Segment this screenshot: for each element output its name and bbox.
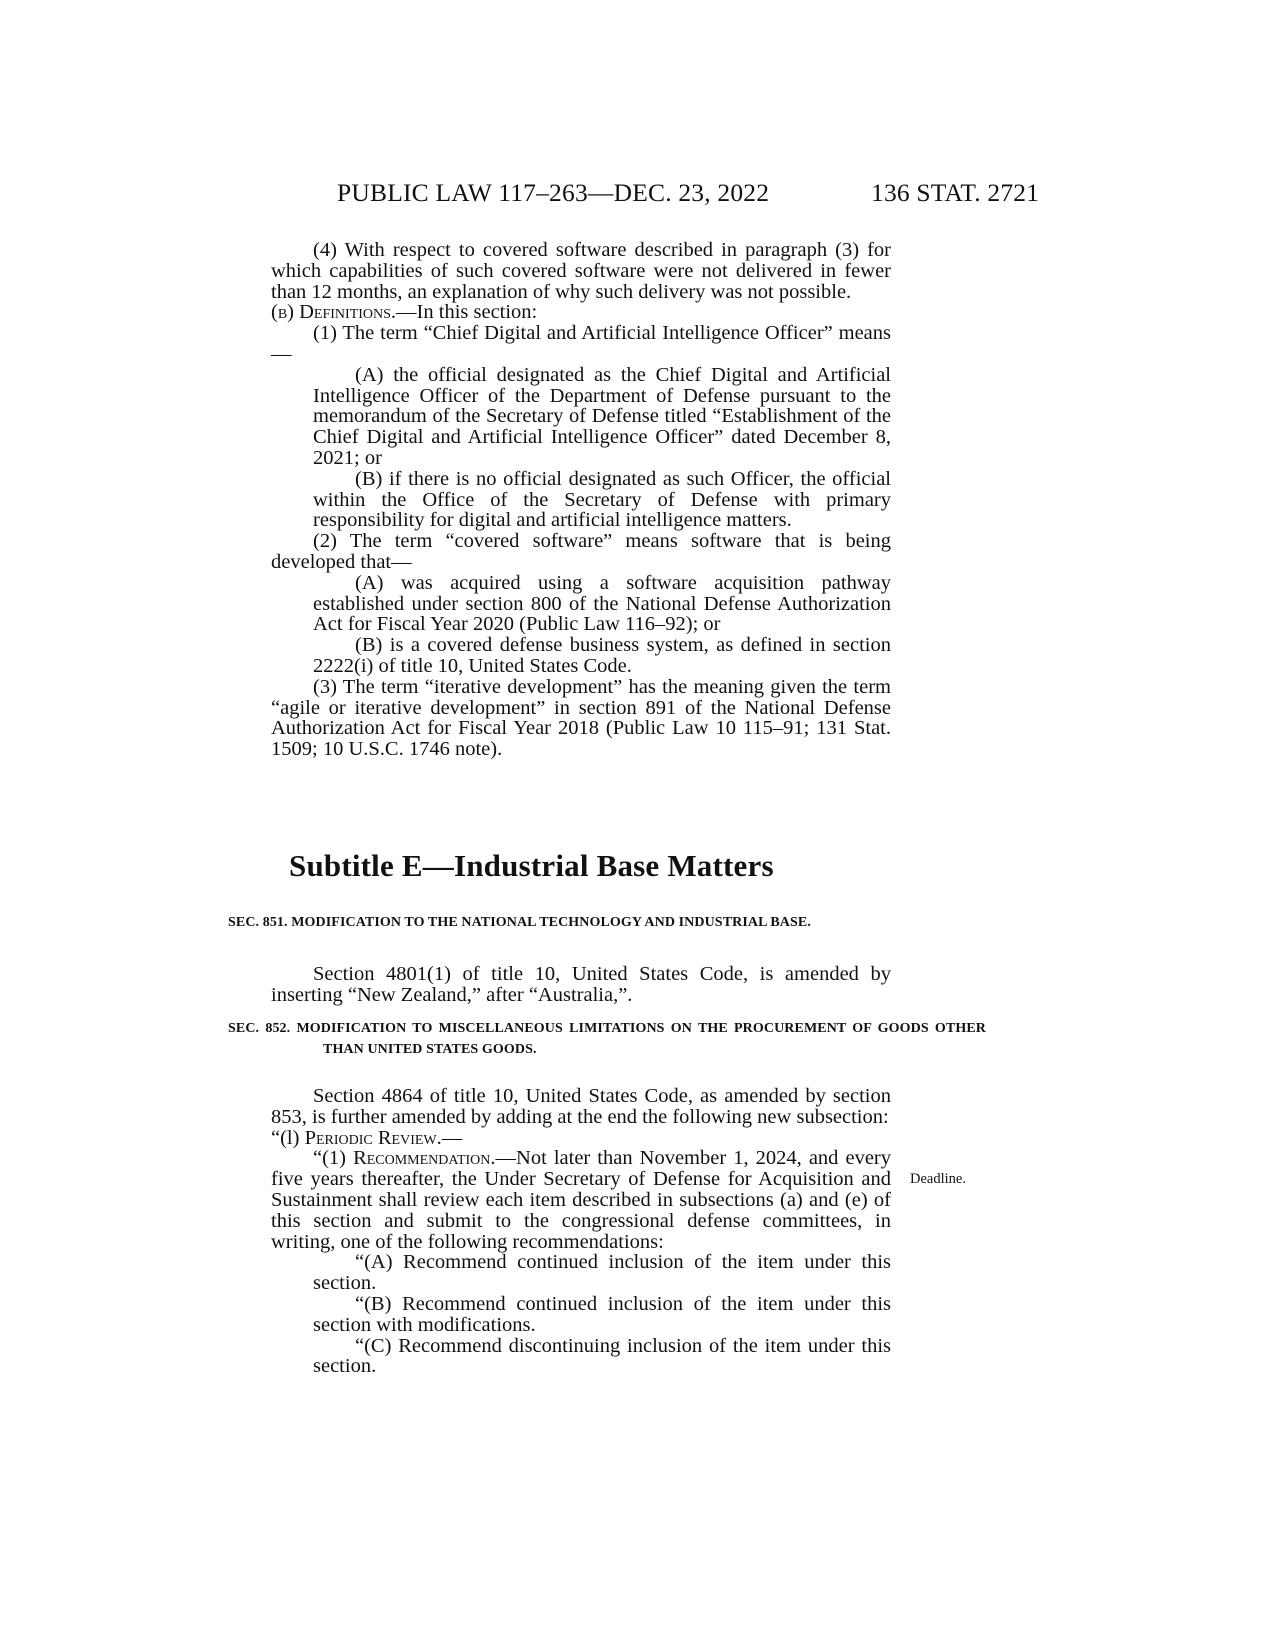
subsection-b-heading: (b) Definitions <box>271 301 391 324</box>
section-851-body <box>271 964 891 1006</box>
recommendation-b: “(B) Recommend continued inclusion of the item under this section with modifications. <box>313 1292 891 1336</box>
subsection-l-heading: Periodic Review <box>304 1126 437 1149</box>
subsection-l <box>271 1128 891 1149</box>
section-852-intro: Section 4864 of title 10, United States Code, as amended by section 853, is further amended by adding at the end the following new subsection: <box>271 1085 891 1128</box>
definition-2-b: (B) is a covered defense business system, as defined in section 2222(i) of title 10, United States Code. <box>313 634 891 677</box>
section-851-heading: SEC. 851. MODIFICATION TO THE NATIONAL TECHNOLOGY AND INDUSTRIAL BASE. <box>228 915 811 930</box>
paragraph-recommendation <box>271 1148 891 1252</box>
definition-1-b: (B) if there is no official designated as such Officer, the official within the Office of the Secretary of Defense with primary responsibility for digital and artificial intelligence matters. <box>313 467 891 532</box>
page-number: 136 STAT. 2721 <box>871 178 1040 207</box>
recommendation-prefix: “(1) <box>313 1147 354 1170</box>
recommendation-c: “(C) Recommend discontinuing inclusion of the item under this section. <box>313 1334 891 1378</box>
paragraph-4: (4) With respect to covered software described in paragraph (3) for which capabilities of such covered software were not delivered in fewer than 12 months, an explanation of why such delivery was not possible. <box>271 239 891 303</box>
subtitle-heading: Subtitle E—Industrial Base Matters <box>289 848 774 883</box>
subsection-l-prefix: “(l) <box>271 1126 305 1149</box>
definition-1-a: (A) the official designated as the Chief Digital and Artificial Intelligence Officer of the Department of Defense pursuant to the memorandum of the Secretary of Defense titled “Establishment of the Chief Digital and Artificial Intelligence Officer” dated December 8, 2021; or <box>313 363 891 469</box>
recommendation-text: .—Not later than November 1, 2024, and every five years thereafter, the Under Secretary of Defense for Acquisition and Sustainment shall review each item described in subsections (a) and (e) of this section and submit to the congressional defense committees, in writing, one of the following recommendations: <box>271 1147 891 1253</box>
section-continuation <box>271 240 891 760</box>
subsection-l-dash: .— <box>436 1126 463 1149</box>
section-852-body <box>271 1086 891 1377</box>
subsection-b-text: .—In this section: <box>390 301 538 324</box>
recommendation-heading: Recommendation <box>353 1147 491 1170</box>
definition-2: (2) The term “covered software” means software that is being developed that— <box>271 530 891 573</box>
definition-2-a: (A) was acquired using a software acquisition pathway established under section 800 of the National Defense Authorization Act for Fiscal Year 2020 (Public Law 116–92); or <box>313 571 891 636</box>
subsection-b <box>271 302 891 323</box>
section-852-heading: SEC. 852. MODIFICATION TO MISCELLANEOUS LIMITATIONS ON THE PROCUREMENT OF GOODS OTHER THAN UNITED STATES GOODS. <box>228 1021 986 1057</box>
definition-1: (1) The term “Chief Digital and Artificial Intelligence Officer” means— <box>271 322 891 365</box>
margin-note-deadline: Deadline. <box>910 1171 966 1187</box>
recommendation-a: “(A) Recommend continued inclusion of the item under this section. <box>313 1251 891 1295</box>
section-851-text: Section 4801(1) of title 10, United States Code, is amended by inserting “New Zealand,” after “Australia,”. <box>271 963 891 1006</box>
running-header-title: PUBLIC LAW 117–263—DEC. 23, 2022 <box>337 178 770 207</box>
definition-3: (3) The term “iterative development” has the meaning given the term “agile or iterative development” in section 891 of the National Defense Authorization Act for Fiscal Year 2018 (Public Law 10 115–91; 131 Stat. 1509; 10 U.S.C. 1746 note). <box>271 675 891 761</box>
